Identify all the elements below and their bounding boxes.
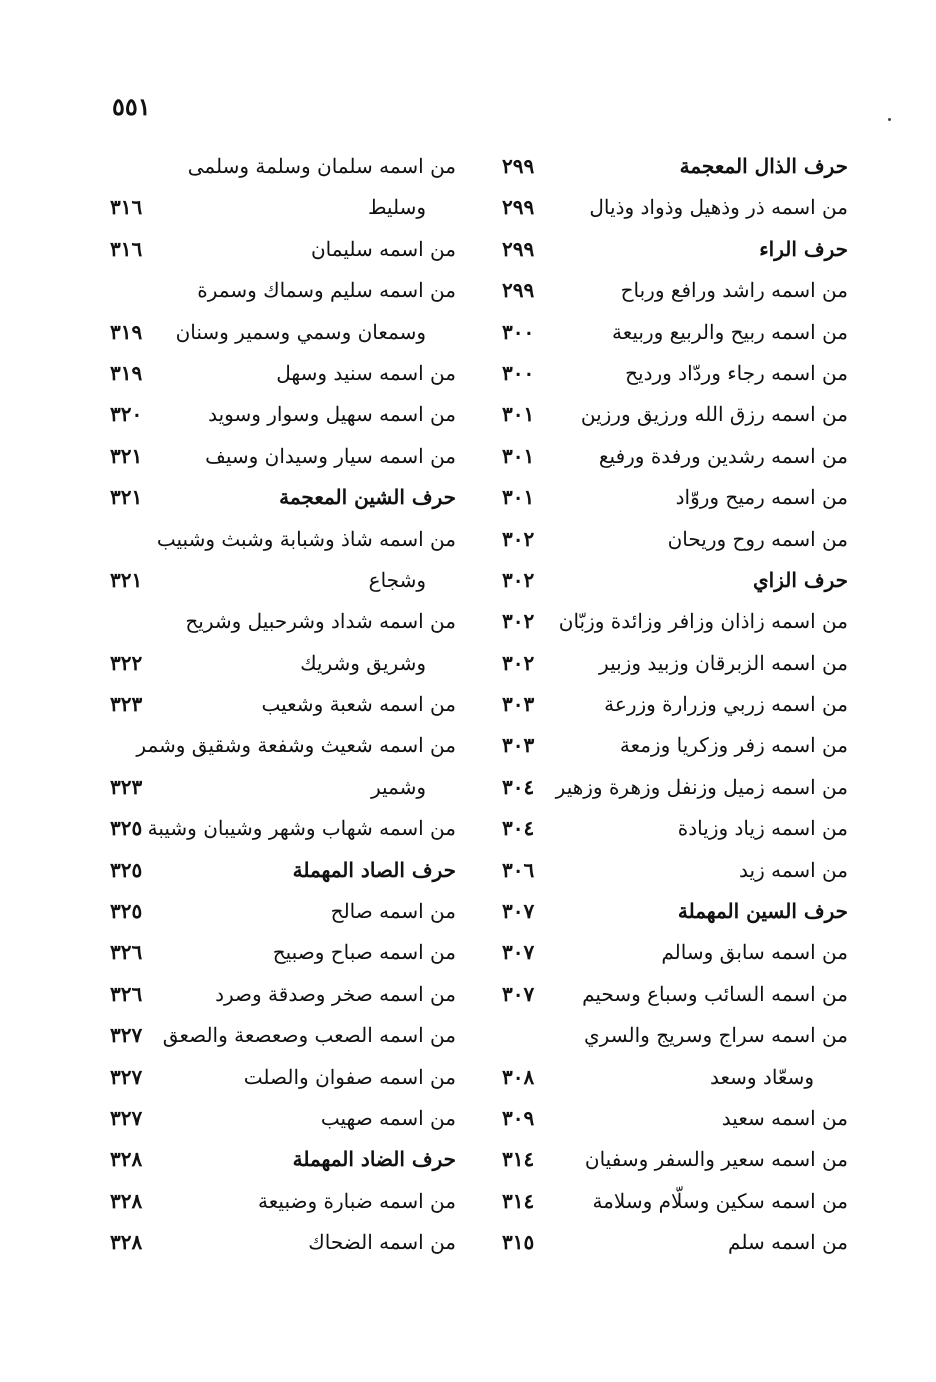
entry-text: من اسمه الزبرقان وزبيد وزبير: [599, 650, 848, 675]
entry-page-number: ٣٠١: [502, 402, 535, 427]
entry-page-number: ٢٩٩: [502, 236, 535, 261]
entry-text: من اسمه السائب وسباع وسحيم: [582, 981, 848, 1006]
index-entry: [496, 1015, 848, 1056]
section-heading: [110, 850, 466, 891]
entry-page-number: ٣٢٥: [110, 899, 143, 924]
entry-text: من اسمه رشدين ورفدة ورفيع: [598, 443, 848, 468]
index-entry: [110, 1057, 466, 1098]
index-entry: [110, 560, 466, 601]
index-entry: [496, 1181, 848, 1222]
index-entry: [496, 850, 848, 891]
index-entry: [110, 808, 466, 849]
margin-dot: [888, 118, 891, 121]
index-entry: [496, 1098, 848, 1139]
index-entry: [496, 601, 848, 642]
entry-text: من اسمه سعيد: [721, 1105, 848, 1130]
entry-page-number: ٢٩٩: [502, 195, 535, 220]
index-entry: [496, 767, 848, 808]
index-entry: [110, 353, 466, 394]
entry-text: من اسمه ضبارة وضبيعة: [258, 1188, 456, 1213]
index-entry: [496, 1222, 848, 1263]
section-heading: [110, 477, 466, 518]
entry-text: وسمعان وسمي وسمير وسنان: [175, 319, 426, 344]
entry-page-number: ٣٢٨: [110, 1230, 143, 1255]
entry-text: من اسمه صخر وصدقة وصرد: [215, 981, 456, 1006]
section-heading-text: حرف الصاد المهملة: [292, 857, 456, 882]
entry-text: وشجاع: [368, 567, 426, 592]
index-entry: [496, 312, 848, 353]
entry-text: من اسمه الصعب وصعصعة والصعق: [162, 1023, 456, 1048]
entry-page-number: ٣١٩: [110, 360, 143, 385]
entry-page-number: ٣٠٨: [502, 1064, 535, 1089]
index-entry: [110, 187, 466, 228]
entry-text: من اسمه سراج وسريج والسري: [584, 1023, 848, 1048]
entry-text: وشريق وشريك: [300, 650, 426, 675]
entry-page-number: ٣٠٢: [502, 609, 535, 634]
index-entry: [110, 394, 466, 435]
section-heading: [496, 891, 848, 932]
entry-text: وسليط: [367, 195, 426, 220]
entry-page-number: ٣١٦: [110, 236, 143, 261]
section-heading-text: حرف الزاي: [753, 567, 848, 592]
entry-text: وسعّاد وسعد: [710, 1064, 814, 1089]
entry-page-number: ٣٢١: [110, 485, 143, 510]
index-entry: [496, 187, 848, 228]
index-entry: [496, 519, 848, 560]
entry-page-number: ٣٢٥: [110, 816, 143, 841]
index-entry: [496, 974, 848, 1015]
entry-text: من اسمه زميل وزنفل وزهرة وزهير: [555, 774, 848, 799]
index-entry: [496, 808, 848, 849]
entry-text: من اسمه سلم: [728, 1230, 848, 1255]
entry-text: من اسمه سليم وسماك وسمرة: [197, 278, 456, 303]
section-heading-text: حرف الذال المعجمة: [679, 154, 848, 178]
section-heading-text: حرف الضاد المهملة: [292, 1147, 456, 1172]
index-entry: [496, 932, 848, 973]
index-entry: [110, 312, 466, 353]
index-entry: [110, 932, 466, 973]
entry-text: من اسمه شداد وشرحبيل وشريح: [185, 609, 456, 634]
index-entry: [110, 146, 466, 187]
entry-page-number: ٣٠٣: [502, 692, 535, 717]
index-column-left: [110, 146, 466, 1264]
index-entry: [110, 767, 466, 808]
entry-text: من اسمه سكين وسلّام وسلامة: [592, 1188, 848, 1213]
entry-text: من اسمه رجاء وردّاد ورديح: [625, 360, 848, 385]
section-heading-text: حرف الراء: [759, 236, 848, 261]
index-entry: [110, 229, 466, 270]
entry-text: من اسمه سابق وسالم: [661, 940, 848, 965]
index-entry: [496, 1139, 848, 1180]
entry-page-number: ٣٠٦: [502, 857, 535, 882]
entry-page-number: ٢٩٩: [502, 154, 535, 178]
entry-page-number: ٣١٥: [502, 1230, 535, 1255]
entry-page-number: ٣٢٧: [110, 1064, 143, 1089]
index-entry: [110, 684, 466, 725]
index-entry: [496, 684, 848, 725]
entry-page-number: ٣١٩: [110, 319, 143, 344]
entry-text: من اسمه الضحاك: [308, 1230, 456, 1255]
section-heading: [496, 146, 848, 187]
entry-text: من اسمه سليمان: [310, 236, 456, 261]
entry-page-number: ٣٢٢: [110, 650, 143, 675]
index-entry: [110, 436, 466, 477]
entry-page-number: ٣٢٨: [110, 1147, 143, 1172]
entry-text: من اسمه سهيل وسوار وسويد: [208, 402, 456, 427]
entry-text: من اسمه سنيد وسهل: [276, 360, 456, 385]
entry-text: من اسمه زاذان وزافر وزائدة وزبّان: [558, 609, 848, 634]
entry-page-number: ٣٠٧: [502, 940, 535, 965]
index-entry: [110, 974, 466, 1015]
index-entry: [496, 1057, 848, 1098]
entry-page-number: ٣٢١: [110, 443, 143, 468]
entry-page-number: ٣٢٧: [110, 1105, 143, 1130]
entry-page-number: ٣٢٣: [110, 692, 143, 717]
entry-text: من اسمه شعيث وشفعة وشقيق وشمر: [136, 733, 456, 758]
entry-text: من اسمه رميح وروّاد: [675, 485, 848, 510]
entry-page-number: ٣٠٧: [502, 899, 535, 924]
entry-page-number: ٣١٤: [502, 1147, 535, 1172]
entry-page-number: ٣٠٩: [502, 1105, 535, 1130]
entry-page-number: ٣٠٠: [502, 360, 535, 385]
index-entry: [110, 1222, 466, 1263]
entry-page-number: ٣٢٦: [110, 981, 143, 1006]
entry-text: من اسمه سلمان وسلمة وسلمى: [187, 154, 456, 178]
index-entry: [496, 270, 848, 311]
index-entry: [110, 1015, 466, 1056]
section-heading: [110, 1139, 466, 1180]
entry-text: من اسمه راشد ورافع ورباح: [620, 278, 848, 303]
entry-page-number: ٣٢٨: [110, 1188, 143, 1213]
entry-text: من اسمه زربي وزرارة وزرعة: [604, 692, 848, 717]
index-entry: [110, 643, 466, 684]
entry-page-number: ٣٠٠: [502, 319, 535, 344]
entry-text: من اسمه شاذ وشبابة وشبث وشبيب: [156, 526, 456, 551]
entry-page-number: ٣٢٥: [110, 857, 143, 882]
index-column-right: [496, 146, 848, 1264]
index-entry: [110, 601, 466, 642]
entry-page-number: ٣٠٤: [502, 816, 535, 841]
entry-text: من اسمه صباح وصبيح: [272, 940, 456, 965]
section-heading: [496, 229, 848, 270]
index-entry: [110, 891, 466, 932]
entry-text: من اسمه صالح: [330, 899, 456, 924]
entry-page-number: ٣٢١: [110, 567, 143, 592]
entry-page-number: ٣١٦: [110, 195, 143, 220]
entry-text: من اسمه شعبة وشعيب: [261, 692, 456, 717]
index-entry: [496, 436, 848, 477]
section-heading: [496, 560, 848, 601]
entry-page-number: ٣٠٧: [502, 981, 535, 1006]
index-entry: [496, 725, 848, 766]
entry-page-number: ٣٠٤: [502, 774, 535, 799]
entry-text: من اسمه سعير والسفر وسفيان: [584, 1147, 848, 1172]
index-entry: [110, 1098, 466, 1139]
entry-page-number: ٢٩٩: [502, 278, 535, 303]
entry-page-number: ٣٢٣: [110, 774, 143, 799]
entry-text: من اسمه صهيب: [320, 1105, 456, 1130]
entry-page-number: ٣٠٢: [502, 650, 535, 675]
entry-text: وشمير: [370, 774, 426, 799]
section-heading-text: حرف السين المهملة: [677, 899, 848, 924]
entry-page-number: ٣٠١: [502, 443, 535, 468]
section-heading-text: حرف الشين المعجمة: [279, 485, 456, 510]
entry-text: من اسمه زياد وزيادة: [677, 816, 848, 841]
index-entry: [110, 519, 466, 560]
entry-text: من اسمه زفر وزكريا وزمعة: [619, 733, 848, 758]
index-entry: [110, 1181, 466, 1222]
entry-page-number: ٣٢٧: [110, 1023, 143, 1048]
index-entry: [496, 353, 848, 394]
entry-page-number: ٣٢٦: [110, 940, 143, 965]
entry-text: من اسمه رزق الله ورزيق ورزين: [580, 402, 848, 427]
entry-page-number: ٣٠١: [502, 485, 535, 510]
entry-page-number: ٣٠٢: [502, 567, 535, 592]
entry-page-number: ٣٠٢: [502, 526, 535, 551]
entry-page-number: ٣١٤: [502, 1188, 535, 1213]
entry-text: من اسمه ذر وذهيل وذواد وذيال: [589, 195, 848, 220]
entry-text: من اسمه ربيح والربيع وربيعة: [611, 319, 848, 344]
index-entry: [110, 725, 466, 766]
index-entry: [496, 394, 848, 435]
entry-text: من اسمه زيد: [739, 857, 848, 882]
entry-page-number: ٣٢٠: [110, 402, 143, 427]
index-entry: [496, 643, 848, 684]
page-number: ٥٥١: [112, 92, 151, 121]
entry-text: من اسمه سيار وسيدان وسيف: [205, 443, 456, 468]
index-entry: [110, 270, 466, 311]
entry-page-number: ٣٠٣: [502, 733, 535, 758]
entry-text: من اسمه روح وريحان: [667, 526, 848, 551]
index-entry: [496, 477, 848, 518]
entry-text: من اسمه شهاب وشهر وشيبان وشيبة: [147, 816, 456, 841]
entry-text: من اسمه صفوان والصلت: [243, 1064, 456, 1089]
